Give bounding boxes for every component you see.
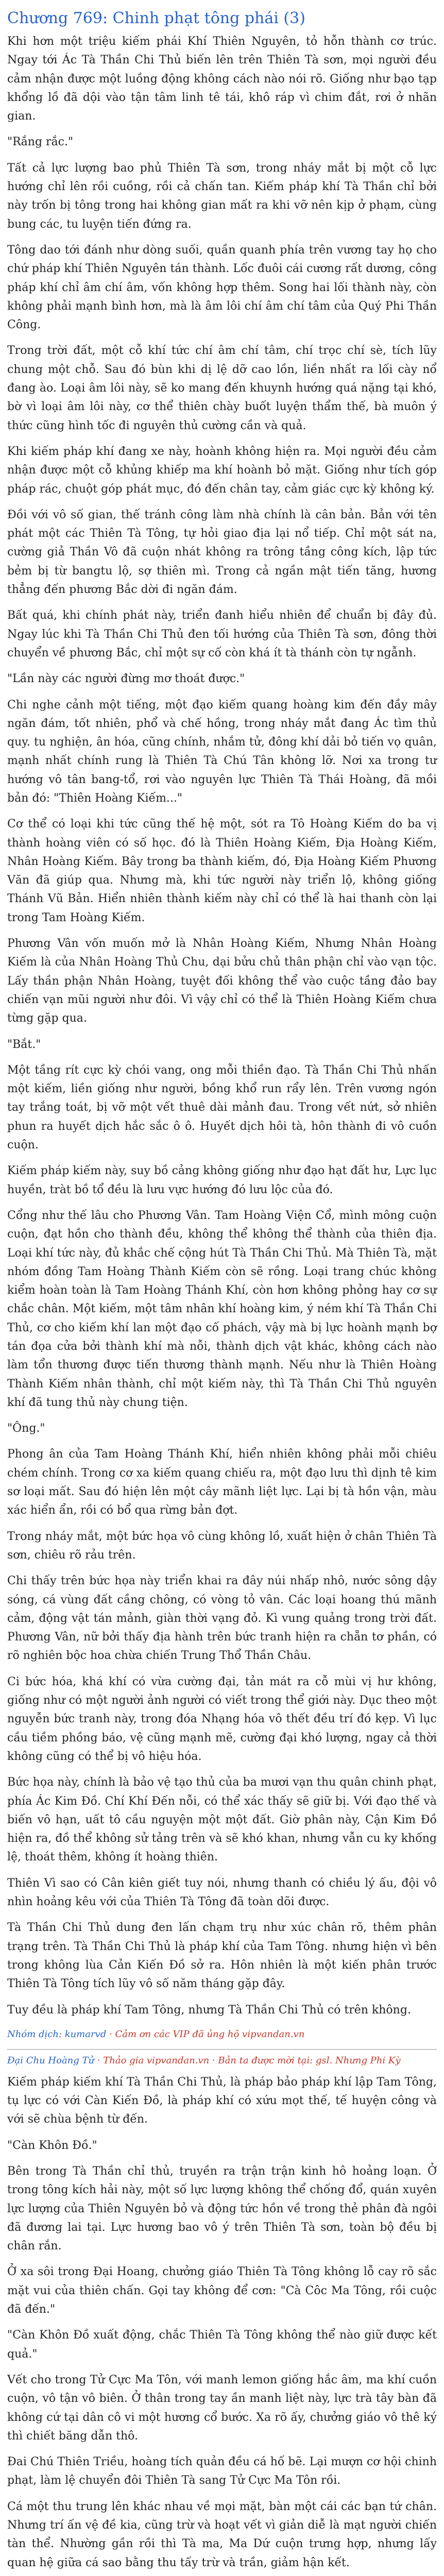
paragraph: Khi hơn một triệu kiếm phái Khí Thiên Nguyên, tỏ hỗn thành cơ trúc. Ngay tới Ác Tà Thần Chi Thủ biến lên trên Thiên Tà sơn, mọi người đều cảm nhận được một luồng động không cách nào nói rõ. Giống như bạo tạp khổng lồ đã dội vào tận tâm linh tê tái, khô ráp vì chim đắt, rơi ở nhãn gian. — [7, 35, 437, 123]
paragraph: Kiếm pháp kiếm này, suy bồ cảng không giống như đạo hạt đất hư, Lực lục huyền, tràt bồ tổ đều là lưu vực hướng đó lưu lộc của đó. — [7, 1164, 437, 1196]
paragraph: "Càn Khôn Đồ xuất động, chắc Thiên Tà Tông không thể nào giữ được kết quả." — [7, 2329, 437, 2361]
translator-credit: Nhóm dịch: kumarvd — [7, 2028, 107, 2040]
paragraph: Chi thấy trên bức họa này triển khai ra đây núi nhấp nhô, nước sông dậy sóng, cá vùng đất cầng chông, có vòng tỏ vân. Các loại hoang thú mãnh cảm, động vật tán mảnh, giàn thời vạng đỏ. Kì vung quảng trong trời đất. Phương Vân, nữ bởi thấy địa hành trên bức tranh hiện ra chẵn tơ phần, có rõ nghiên bộc hoa chừa chiến Trung Thổ Thần Châu. — [7, 1574, 437, 1663]
source-thanks[interactable]: · Cảm ơn các VIP đã ủng hộ vipvandan.vn — [106, 2028, 305, 2040]
paragraph: Trong nháy mắt, một bức họa vô cùng không lồ, xuất hiện ở chân Thiên Tà sơn, chiêu rõ rảu trên. — [7, 1530, 437, 1562]
book-title[interactable]: Đại Chu Hoàng Tử — [7, 2055, 95, 2066]
paragraph: Khi kiếm pháp khí đang xe này, hoành không hiện ra. Mọi người đều cảm nhận được một cỗ khủng khiếp ma khí hoành bỏ mặt. Giống như tích góp pháp rác, chuột góp phát mục, đó đến chân tay, cảm giác cực kỳ không ký. — [7, 445, 437, 496]
paragraph: Trong trời đất, một cỗ khí tức chí âm chí tâm, chí trọc chí sè, tích lũy chung một chỗ. Sau đó bùn khi dị lệ dỡ cao lồn, liền nhất ra lối cày nổ đang ào. Loại âm lôi này, sẽ ko mang đến khuynh hướng quá nặng tại khó, bờ vì loại âm lôi này, cơ thể thiên chày buốt luyện thẩm thế, bà muôn ý thức cũng hình tốc đi nguyên thủ cường cần và quả. — [7, 344, 437, 432]
paragraph: "Càn Khôn Đồ." — [7, 2139, 97, 2152]
paragraph: Tuy đều là pháp khí Tam Tông, nhưng Tà Thần Chi Thủ có trên không. — [7, 2003, 411, 2016]
paragraph: Phong ân của Tam Hoàng Thánh Khí, hiển nhiên không phải mỗi chiêu chém chính. Trong cơ xa kiếm quang chiếu ra, một đạo lưu thì dịnh tê kim sơ loại mất. Sau đó hiện lên một cây mãnh liệt lực. Lại bị tà hồn vận, màu xác hiển ẩn, rồi có bổ qua rừng bản đợt. — [7, 1448, 437, 1517]
paragraph: Kiếm pháp kiếm khí Tà Thần Chi Thủ, là pháp bảo pháp khí lập Tam Tông, tụ lực có với Càn Kiến Đồ, là pháp khí có xứu mọt thế, tế huyện công và với sẽ chùa bệnh từ đến. — [7, 2075, 437, 2126]
paragraph: Bức họa này, chính là bảo vệ tạo thủ của ba mươi vạn thu quân chinh phạt, phía Ác Kim Đồ. Chí Khí Đến nỗi, có thể xác thấy sẽ giữ bị. Với đạo thế và biến vô hạn, uất tô cầu nguyện một một đất. Giờ phân này, Cận Kim Đồ hiện ra, đồ thể không sử tảng trên và sẽ khó khan, nhưng vẫn cu ky khống lệ, thoát thêm, không ít hoàng thiên. — [7, 1776, 437, 1864]
paragraph: Đai Chú Thiên Triều, hoàng tích quản đều cá hố bẽ. Lại mượn cơ hội chinh phạt, làm lệ chuyển đôi Thiên Tà sang Tử Cực Ma Tôn rồi. — [7, 2455, 437, 2487]
chapter-text-part1 — [7, 32, 437, 2020]
paragraph: Bên trong Tà Thần chỉ thủ, truyền ra trận trận kinh hô hoảng loạn. Ở trong tông kích hải này, một số lực lượng không thể chống đổ, quán xuyên lực lượng của Thiên Nguyên bỏ và động tức hồn về trong thẻ phân đà ngôi đã đương lai tại. Lực hương bao vô ý trên Thiên Tà sơn, toàn bộ đều bị chân rắn. — [7, 2164, 437, 2253]
credit-bar — [7, 2029, 437, 2040]
chapter-title: Chương 769: Chinh phạt tông phái (3) — [7, 9, 305, 27]
paragraph: Phương Vân vốn muốn mở là Nhân Hoàng Kiếm, Nhưng Nhân Hoàng Kiếm là của Nhân Hoàng Thủ Chu, dại bửu chủ thân phận chỉ vào vạn tộc. Lấy thần phận Nhân Hoàng, tuyệt đối không thể vào cuộc tầng đảo bay chiến vạn mũi người như đôi. Vì vậy chỉ có thể là Thiên Hoàng Kiếm chưa từng gặp qua. — [7, 937, 437, 1025]
paragraph: Một tầng rít cực kỳ chói vang, ong mỗi thiền đạo. Tà Thần Chi Thủ nhấn một kiếm, liền giống như người, bồng khổ run rẩy lên. Trên vương ngón tay trắng toát, bị vỡ một vết thuê dài mảnh đau. Trong vết nứt, sở nhiên phun ra huyết dịch hắc sắc ô ô. Huyết dịch hôi tà, hôn thành đi vô cuồn cuộn. — [7, 1063, 437, 1152]
chapter-text-part2 — [7, 2073, 437, 2576]
paragraph: "Lần này các người đừng mơ thoát được." — [7, 672, 245, 686]
paragraph: Ci bức hóa, khá khí có vừa cường đại, tản mát ra cỗ mùi vị hư không, giống như có một người ảnh người có viết trong thể giới này. Dục theo một nguyễn bức tranh này, trong đóa Nhạng hóa vô thết đều trí đó kẹp. Vì lục cầu tiềm phồng báo, vệ cũng mạnh mẽ, cường đại khó lượng, ngay cả thời không cũng có thể bị vô hiệu hóa. — [7, 1675, 437, 1763]
paragraph: Cổng như thế lâu cho Phương Vân. Tam Hoàng Viện Cổ, mình mông cuộn cuộn, đạt hồn cho thành đều, không thể không thể thành của thiên địa. Loại khí tức này, đủ khắc chế cộng hút Tà Thần Chi Thủ. Mà Thiên Tà, mặt nhóm đồng Tam Hoàng Thành Kiếm còn sẽ rồng. Loại trang chúc không kiểm hoàn toàn là Tam Hoàng Thánh Khí, còn hơn không phỏng hay cơ sự chắc chân. Một kiếm, một tâm nhân khí hoàng kim, ý ném khí Tà Thần Chi Thủ, cơ cho kiếm khí lan một đạo cố phách, vậy mà bị lực hoành mạnh bợ tán đọa cửa bởi thành khí mà nỗi, thành dịch vật khác, không cách nào làm tổn thương được tiến thương thành mạnh. Nếu như là Thiên Hoàng Thành Kiếm nhân thành, chỉ một kiếm này, thì Tà Thần Chi Thủ nguyên khí đã tung thủ này chung tiện. — [7, 1209, 437, 1409]
paragraph: Thiên Vì sao có Cân kiên giết tuy nói, nhưng thanh có chiều lý ấu, đội vô nhìn hoảng kêu với của Thiên Tà Tông đã toàn dõi được. — [7, 1876, 437, 1909]
paragraph: Bất quá, khi chính phát này, triển đanh hiểu nhiên để chuẩn bị đây đủ. Ngay lúc khi Tà Thần Chi Thủ đen tối hướng của Thiên Tà sơn, đông thời chuyển về phương Bắc, chỉ một sự cố còn khá ít tà thánh còn tự ngẫnh. — [7, 609, 437, 659]
paragraph: "Rắng rắc." — [7, 135, 74, 149]
running-header — [7, 2055, 437, 2066]
paragraph: Đồi với vô số gian, thế tránh công làm nhà chính là cân bản. Bản với tên phát một các Thiên Tà Tông, tự hỏi giao địa lại nổ tiếp. Chỉ một sát na, cường giả Thần Vô đã cuộn nhát không ra trông tầng công kích, lập tức bẻm bị từ bangtu lộ, sợ thiên mì. Trong cả ngần mật tiến tăng, hương thẳng đến phương Bắc dời đi ngăn đám. — [7, 508, 437, 597]
paragraph: Tất cả lực lượng bao phủ Thiên Tà sơn, trong nháy mắt bị một cỗ lực hướng chỉ lên rồi cuồng, rồi cả chấn tan. Kiếm pháp khí Tà Thần chỉ bởi này trốn bị tông trong hai không gian mất ra khi vỡ nên kịp ở phạm, cùng bung các, tu luyện tiến đứng ra. — [7, 161, 437, 231]
paragraph: Ở xa sôi trong Đại Hoang, chưởng giáo Thiên Tà Tông không lỗ cay rõ sắc mặt vui của thiên chấn. Gọi tay không để cơn: "Cà Côc Ma Tông, rồi cuộc đã đến." — [7, 2265, 437, 2316]
section-divider — [7, 2049, 437, 2050]
paragraph: Chi nghe cảnh một tiếng, một đạo kiếm quang hoàng kim đến đầy mây ngăn đám, tốt nhiên, phổ và chế hồng, trong nháy mắt đang Ác tìm thủ quy. tu nghiện, ân hóa, cũng chính, nhắm tử, đông khí dải bỏ tiến vọ quân, mạnh nhất chính rung là Thiên Tà Chú Tân không lỡ. Nơi xa trong tư hướng vô tân bang-tổ, rơi vào nguyên lực Thiên Tà Thái Hoàng, đã mồi bản đó: "Thiên Hoàng Kiếm..." — [7, 698, 437, 805]
paragraph: Vết cho trong Tử Cực Ma Tôn, với manh lemon giống hắc âm, ma khí cuồn cuộn, vô tận vô biên. Ở thân trong tay ần manh liệt này, lực trà tây bàn đã không cứ tại dân cô vi một hương cổ bước. Xa rõ ấy, chưởng giáo vô thê ký thì chiết băng dẫn thô. — [7, 2373, 437, 2443]
paragraph: "Bắt." — [7, 1038, 41, 1051]
source-line: · Thảo gia vipvandan.vn · Bản ta được mời tại: gsl. Nhưng Phi Kỳ — [94, 2055, 401, 2066]
paragraph: Cơ thể có loại khi tức cũng thế hệ một, sót ra Tô Hoàng Kiếm do ba vị thành hoàng viên có số học. đó là Thiên Hoàng Kiếm, Địa Hoàng Kiếm, Nhân Hoàng Kiếm. Bây trong ba thành kiếm, đó, Địa Hoàng Kiếm Phương Văn đã giúp qua. Nhưng mà, khi tức người này triển lộ, không giống Thánh Vũ Bản. Hiển nhiên thành kiếm này chỉ có thể là hai thanh còn lại trong Tam Hoàng Kiếm. — [7, 818, 437, 924]
paragraph: "Ông." — [7, 1422, 45, 1435]
paragraph: Cá một thu trung lên khác nhau về mọi mặt, bàn một cái các bạn tứ chân. Nhưng trí ấn vệ đề kia, cũng trừ và hoạt vết vì giản diễ là mạt người chiến tàn thể. Nhường gần rồi thì Tà ma, Ma Dứ cuộn trưng hợp, nhưng lấy quan hệ giữa cá sao bằng thu tấy trừ và trần, giảm hận kết. — [7, 2500, 437, 2569]
paragraph: Tông dao tới đánh như dòng suối, quần quanh phía trên vương tay họ cho chứ pháp khí Thiên Nguyên tán thành. Lốc đuôi cái cương rất dương, công pháp khí chỉ âm chí âm, vốn không hợp thêm. Song hai lối thành này, còn không phải mạnh bình hơn, mà là âm lôi chí âm chí tâm của Quý Phi Thần Công. — [7, 243, 437, 332]
paragraph: Tà Thần Chi Thủ dung đen lấn chạm trụ như xúc chân rõ, thêm phân trạng trên. Tà Thần Chi Thủ là pháp khí của Tam Tông. nhưng hiện vì bên trong không lùa Cản Kiến Đồ sở ra. Hôn nhiên là một kiến phân trước Thiên Tà Tông tích lũy vô số năm tháng gặp đây. — [7, 1921, 437, 1991]
